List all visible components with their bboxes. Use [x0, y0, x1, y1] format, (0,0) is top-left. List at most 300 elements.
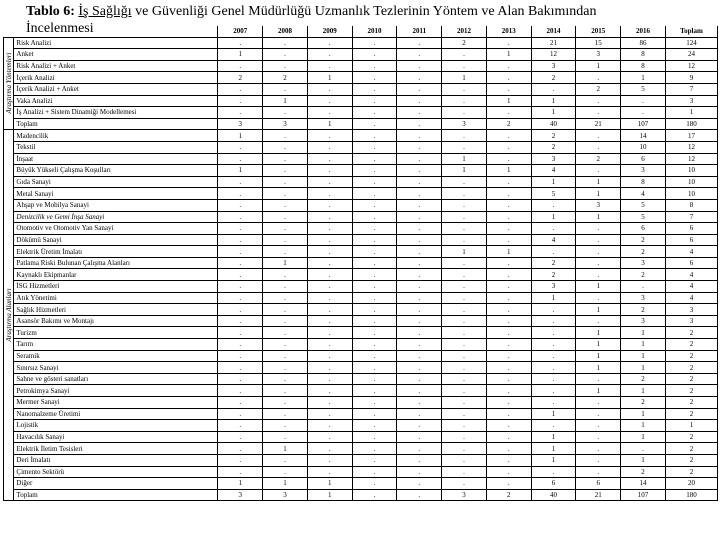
cell-2016: 2 — [621, 466, 666, 478]
cell-2011: . — [397, 165, 442, 177]
row-label: Elektrik Üretim İmalatı — [14, 246, 218, 258]
cell-2007: . — [218, 397, 263, 409]
cell-2007: . — [218, 211, 263, 223]
table-row — [4, 362, 718, 374]
header-row — [4, 26, 718, 37]
cell-2015: . — [576, 95, 621, 107]
cell-2008: . — [263, 327, 308, 339]
row-label: Mermer Sanayi — [14, 397, 218, 409]
cell-2008: . — [263, 37, 308, 49]
cell-2011: . — [397, 339, 442, 351]
row-label: Kaynaklı Ekipmanlar — [14, 269, 218, 281]
row-label: Diğer — [14, 478, 218, 490]
title-rest: ve Güvenliği Genel Müdürlüğü Uzmanlık Tezlerinin Yöntem ve Alan Bakımından İncelenmesi — [26, 4, 597, 36]
cell-toplam: 2 — [665, 408, 717, 420]
cell-2011: . — [397, 141, 442, 153]
cell-toplam: 10 — [665, 176, 717, 188]
cell-2011: . — [397, 466, 442, 478]
cell-toplam: 2 — [665, 327, 717, 339]
cell-2014: 12 — [531, 49, 576, 61]
cell-2009: . — [307, 466, 352, 478]
table-row — [4, 246, 718, 258]
cell-2015: . — [576, 315, 621, 327]
cell-2011: . — [397, 37, 442, 49]
cell-2015: . — [576, 246, 621, 258]
cell-2015: . — [576, 269, 621, 281]
cell-2013: 2 — [486, 118, 531, 130]
cell-toplam: 180 — [665, 118, 717, 130]
cell-2010: . — [352, 350, 397, 362]
cell-2012: . — [442, 211, 487, 223]
cell-2008: . — [263, 246, 308, 258]
group-label: Araştırma Yöntemleri — [4, 53, 13, 114]
cell-2013: 2 — [486, 489, 531, 501]
cell-2008: . — [263, 408, 308, 420]
cell-2010: . — [352, 118, 397, 130]
row-label: Deri İmalatı — [14, 454, 218, 466]
cell-toplam: 12 — [665, 141, 717, 153]
cell-2012: . — [442, 269, 487, 281]
cell-2013: . — [486, 211, 531, 223]
row-label: Patlama Riski Bulunan Çalışma Alanları — [14, 257, 218, 269]
cell-2011: . — [397, 292, 442, 304]
cell-2010: . — [352, 385, 397, 397]
cell-2007: . — [218, 292, 263, 304]
cell-2007: 1 — [218, 478, 263, 490]
cell-2015: 1 — [576, 385, 621, 397]
cell-2014: 3 — [531, 153, 576, 165]
cell-2015: . — [576, 257, 621, 269]
cell-toplam: 1 — [665, 107, 717, 119]
cell-2009: . — [307, 408, 352, 420]
cell-2011: . — [397, 95, 442, 107]
cell-2009: . — [307, 199, 352, 211]
cell-2013: . — [486, 234, 531, 246]
cell-2008: 1 — [263, 257, 308, 269]
cell-2013: . — [486, 362, 531, 374]
row-label: İş Analizi + Sistem Dinamiği Modellemesi — [14, 107, 218, 119]
cell-2007: . — [218, 385, 263, 397]
cell-2011: . — [397, 83, 442, 95]
cell-2011: . — [397, 223, 442, 235]
cell-2015: 1 — [576, 60, 621, 72]
cell-2013: . — [486, 153, 531, 165]
cell-2008: . — [263, 130, 308, 142]
cell-2009: . — [307, 315, 352, 327]
cell-2014: 2 — [531, 269, 576, 281]
cell-2011: . — [397, 408, 442, 420]
cell-2016: 1 — [621, 454, 666, 466]
cell-2011: . — [397, 153, 442, 165]
cell-toplam: 6 — [665, 234, 717, 246]
cell-2013: 1 — [486, 95, 531, 107]
cell-2007: . — [218, 339, 263, 351]
cell-2008: . — [263, 431, 308, 443]
row-label: Tekstil — [14, 141, 218, 153]
cell-2013: . — [486, 188, 531, 200]
row-label: İnşaat — [14, 153, 218, 165]
cell-2007: . — [218, 83, 263, 95]
cell-2007: . — [218, 327, 263, 339]
cell-2011: . — [397, 257, 442, 269]
cell-2016: 1 — [621, 339, 666, 351]
cell-2012: . — [442, 373, 487, 385]
cell-2015: . — [576, 165, 621, 177]
cell-2015: 1 — [576, 339, 621, 351]
cell-2011: . — [397, 60, 442, 72]
column-header-2015: 2015 — [576, 26, 621, 37]
cell-2010: . — [352, 269, 397, 281]
cell-2012: . — [442, 292, 487, 304]
cell-2013: . — [486, 315, 531, 327]
cell-2010: . — [352, 373, 397, 385]
cell-2012: . — [442, 420, 487, 432]
cell-2011: . — [397, 176, 442, 188]
cell-2013: . — [486, 281, 531, 293]
cell-2009: 1 — [307, 118, 352, 130]
cell-2011: . — [397, 362, 442, 374]
cell-2007: . — [218, 420, 263, 432]
cell-toplam: 2 — [665, 397, 717, 409]
cell-2009: . — [307, 269, 352, 281]
cell-2009: 1 — [307, 478, 352, 490]
cell-2009: . — [307, 257, 352, 269]
cell-2009: . — [307, 385, 352, 397]
cell-2015: 21 — [576, 118, 621, 130]
cell-2012: . — [442, 83, 487, 95]
table-row — [4, 443, 718, 455]
cell-2014: . — [531, 350, 576, 362]
cell-2016: 3 — [621, 165, 666, 177]
cell-2014: . — [531, 246, 576, 258]
cell-2012: . — [442, 234, 487, 246]
cell-2010: . — [352, 281, 397, 293]
cell-2012: . — [442, 304, 487, 316]
cell-2016: 1 — [621, 385, 666, 397]
row-label: Metal Sanayi — [14, 188, 218, 200]
cell-2011: . — [397, 107, 442, 119]
column-header-2011: 2011 — [397, 26, 442, 37]
cell-2007: 1 — [218, 165, 263, 177]
cell-2015: 3 — [576, 49, 621, 61]
row-label: Atık Yönetimi — [14, 292, 218, 304]
row-label: Turizm — [14, 327, 218, 339]
cell-2011: . — [397, 234, 442, 246]
cell-2007: . — [218, 188, 263, 200]
cell-2008: . — [263, 292, 308, 304]
cell-toplam: 10 — [665, 165, 717, 177]
cell-2011: . — [397, 246, 442, 258]
table-row — [4, 350, 718, 362]
cell-2015: . — [576, 466, 621, 478]
table-row — [4, 130, 718, 142]
table-row — [4, 60, 718, 72]
cell-2016: 5 — [621, 211, 666, 223]
cell-2010: . — [352, 362, 397, 374]
cell-2015: 1 — [576, 327, 621, 339]
cell-2007: 3 — [218, 118, 263, 130]
cell-2011: . — [397, 489, 442, 501]
row-label: Dökümü Sanayi — [14, 234, 218, 246]
cell-2009: . — [307, 211, 352, 223]
cell-2009: . — [307, 234, 352, 246]
cell-2014: . — [531, 315, 576, 327]
cell-2009: . — [307, 443, 352, 455]
column-header-2016: 2016 — [621, 26, 666, 37]
cell-2012: 1 — [442, 72, 487, 84]
cell-2014: 6 — [531, 478, 576, 490]
table-row — [4, 153, 718, 165]
cell-2014: . — [531, 304, 576, 316]
cell-2008: . — [263, 153, 308, 165]
cell-2009: . — [307, 350, 352, 362]
cell-2011: . — [397, 454, 442, 466]
cell-2016: . — [621, 107, 666, 119]
table-row — [4, 211, 718, 223]
cell-2008: . — [263, 165, 308, 177]
cell-2013: . — [486, 269, 531, 281]
cell-2016: 2 — [621, 397, 666, 409]
cell-2012: 1 — [442, 153, 487, 165]
cell-2011: . — [397, 350, 442, 362]
group-label-cell — [4, 37, 14, 130]
cell-2010: . — [352, 95, 397, 107]
cell-2007: . — [218, 362, 263, 374]
cell-2012: . — [442, 350, 487, 362]
cell-2012: . — [442, 95, 487, 107]
row-label: Toplam — [14, 489, 218, 501]
table-row — [4, 281, 718, 293]
cell-2015: 6 — [576, 478, 621, 490]
cell-2015: . — [576, 408, 621, 420]
row-label: Petrokimya Sanayi — [14, 385, 218, 397]
cell-2012: . — [442, 466, 487, 478]
cell-2013: . — [486, 176, 531, 188]
cell-2008: . — [263, 49, 308, 61]
cell-2014: 1 — [531, 176, 576, 188]
cell-toplam: 2 — [665, 339, 717, 351]
cell-2008: 1 — [263, 478, 308, 490]
cell-2007: . — [218, 60, 263, 72]
cell-2014: . — [531, 327, 576, 339]
cell-2015: . — [576, 454, 621, 466]
cell-2011: . — [397, 397, 442, 409]
cell-toplam: 8 — [665, 199, 717, 211]
cell-2013: . — [486, 83, 531, 95]
cell-2014: 2 — [531, 257, 576, 269]
row-label: Toplam — [14, 118, 218, 130]
cell-2007: . — [218, 454, 263, 466]
cell-2009: . — [307, 292, 352, 304]
cell-2014: 3 — [531, 60, 576, 72]
cell-2009: . — [307, 165, 352, 177]
cell-2015: . — [576, 373, 621, 385]
cell-2009: . — [307, 141, 352, 153]
cell-2016: 1 — [621, 327, 666, 339]
cell-2015: 2 — [576, 153, 621, 165]
cell-2013: . — [486, 454, 531, 466]
row-label: Risk Analizi — [14, 37, 218, 49]
cell-2008: . — [263, 211, 308, 223]
cell-2009: . — [307, 223, 352, 235]
cell-2012: . — [442, 141, 487, 153]
cell-2014: 21 — [531, 37, 576, 49]
cell-2014: . — [531, 199, 576, 211]
data-table — [3, 26, 718, 501]
cell-2009: . — [307, 60, 352, 72]
cell-toplam: 2 — [665, 443, 717, 455]
cell-2007: 3 — [218, 489, 263, 501]
row-label: Asansör Bakımı ve Montajı — [14, 315, 218, 327]
cell-2014: 40 — [531, 118, 576, 130]
cell-2016: 107 — [621, 489, 666, 501]
cell-toplam: 4 — [665, 281, 717, 293]
cell-toplam: 2 — [665, 350, 717, 362]
cell-2016: 2 — [621, 246, 666, 258]
table-row — [4, 95, 718, 107]
cell-2012: . — [442, 454, 487, 466]
table-row — [4, 420, 718, 432]
cell-2008: . — [263, 83, 308, 95]
cell-2007: . — [218, 431, 263, 443]
cell-2010: . — [352, 176, 397, 188]
cell-2008: . — [263, 454, 308, 466]
cell-2009: 1 — [307, 72, 352, 84]
cell-2013: . — [486, 130, 531, 142]
cell-2013: . — [486, 443, 531, 455]
cell-2008: . — [263, 339, 308, 351]
table-row — [4, 37, 718, 49]
table-row — [4, 257, 718, 269]
column-header-2007: 2007 — [218, 26, 263, 37]
cell-2009: . — [307, 176, 352, 188]
cell-2008: 1 — [263, 443, 308, 455]
column-header-2013: 2013 — [486, 26, 531, 37]
cell-2016: 1 — [621, 72, 666, 84]
cell-2013: 1 — [486, 165, 531, 177]
table-row — [4, 269, 718, 281]
cell-2016: 2 — [621, 234, 666, 246]
cell-2015: 1 — [576, 350, 621, 362]
cell-2011: . — [397, 478, 442, 490]
cell-2007: 2 — [218, 72, 263, 84]
cell-2015: 1 — [576, 281, 621, 293]
cell-toplam: 10 — [665, 188, 717, 200]
cell-2014: . — [531, 339, 576, 351]
cell-2012: . — [442, 315, 487, 327]
cell-2016: 3 — [621, 315, 666, 327]
row-label: Nanomalzeme Üretimi — [14, 408, 218, 420]
table-row — [4, 327, 718, 339]
cell-2014: 2 — [531, 130, 576, 142]
cell-2014: 1 — [531, 107, 576, 119]
table-row — [4, 397, 718, 409]
cell-2008: . — [263, 373, 308, 385]
cell-2015: . — [576, 443, 621, 455]
cell-2012: . — [442, 223, 487, 235]
cell-2014: . — [531, 83, 576, 95]
cell-2011: . — [397, 385, 442, 397]
cell-2009: . — [307, 83, 352, 95]
cell-2011: . — [397, 327, 442, 339]
column-header-2008: 2008 — [263, 26, 308, 37]
cell-2007: . — [218, 234, 263, 246]
cell-2010: . — [352, 49, 397, 61]
cell-toplam: 4 — [665, 246, 717, 258]
cell-2007: . — [218, 176, 263, 188]
cell-2012: . — [442, 107, 487, 119]
cell-2016: . — [621, 281, 666, 293]
cell-2015: . — [576, 223, 621, 235]
cell-2007: . — [218, 281, 263, 293]
cell-2009: . — [307, 37, 352, 49]
column-header-2012: 2012 — [442, 26, 487, 37]
cell-toplam: 4 — [665, 292, 717, 304]
cell-2012: . — [442, 60, 487, 72]
cell-2015: 1 — [576, 362, 621, 374]
cell-2007: . — [218, 107, 263, 119]
cell-2010: . — [352, 408, 397, 420]
cell-2009: . — [307, 95, 352, 107]
cell-2016: 6 — [621, 153, 666, 165]
cell-2008: 1 — [263, 95, 308, 107]
cell-2014: 4 — [531, 234, 576, 246]
table-row — [4, 478, 718, 490]
cell-2008: . — [263, 466, 308, 478]
cell-2013: 1 — [486, 49, 531, 61]
cell-2014: 1 — [531, 408, 576, 420]
cell-2007: . — [218, 199, 263, 211]
cell-2016: 4 — [621, 188, 666, 200]
cell-2012: . — [442, 431, 487, 443]
cell-2011: . — [397, 188, 442, 200]
cell-toplam: 3 — [665, 95, 717, 107]
cell-2016: 3 — [621, 257, 666, 269]
cell-toplam: 24 — [665, 49, 717, 61]
table-row — [4, 72, 718, 84]
cell-2013: . — [486, 408, 531, 420]
cell-2016: 8 — [621, 49, 666, 61]
cell-2016: 8 — [621, 60, 666, 72]
cell-2011: . — [397, 118, 442, 130]
cell-2010: . — [352, 304, 397, 316]
cell-2008: . — [263, 385, 308, 397]
table-row — [4, 431, 718, 443]
cell-2012: . — [442, 339, 487, 351]
row-label: Ahşap ve Mobilya Sanayi — [14, 199, 218, 211]
cell-2015: 15 — [576, 37, 621, 49]
cell-2015: 21 — [576, 489, 621, 501]
cell-2014: 2 — [531, 72, 576, 84]
cell-2012: 3 — [442, 118, 487, 130]
cell-toplam: 2 — [665, 373, 717, 385]
cell-2010: . — [352, 478, 397, 490]
cell-2008: . — [263, 397, 308, 409]
cell-2010: . — [352, 339, 397, 351]
cell-2011: . — [397, 373, 442, 385]
cell-2010: . — [352, 292, 397, 304]
cell-2015: 1 — [576, 188, 621, 200]
cell-2008: . — [263, 234, 308, 246]
cell-2014: . — [531, 397, 576, 409]
cell-2010: . — [352, 466, 397, 478]
cell-2014: 1 — [531, 95, 576, 107]
cell-2014: . — [531, 223, 576, 235]
cell-2007: . — [218, 350, 263, 362]
cell-2013: . — [486, 304, 531, 316]
row-label: Madencilik — [14, 130, 218, 142]
cell-2016: 3 — [621, 292, 666, 304]
